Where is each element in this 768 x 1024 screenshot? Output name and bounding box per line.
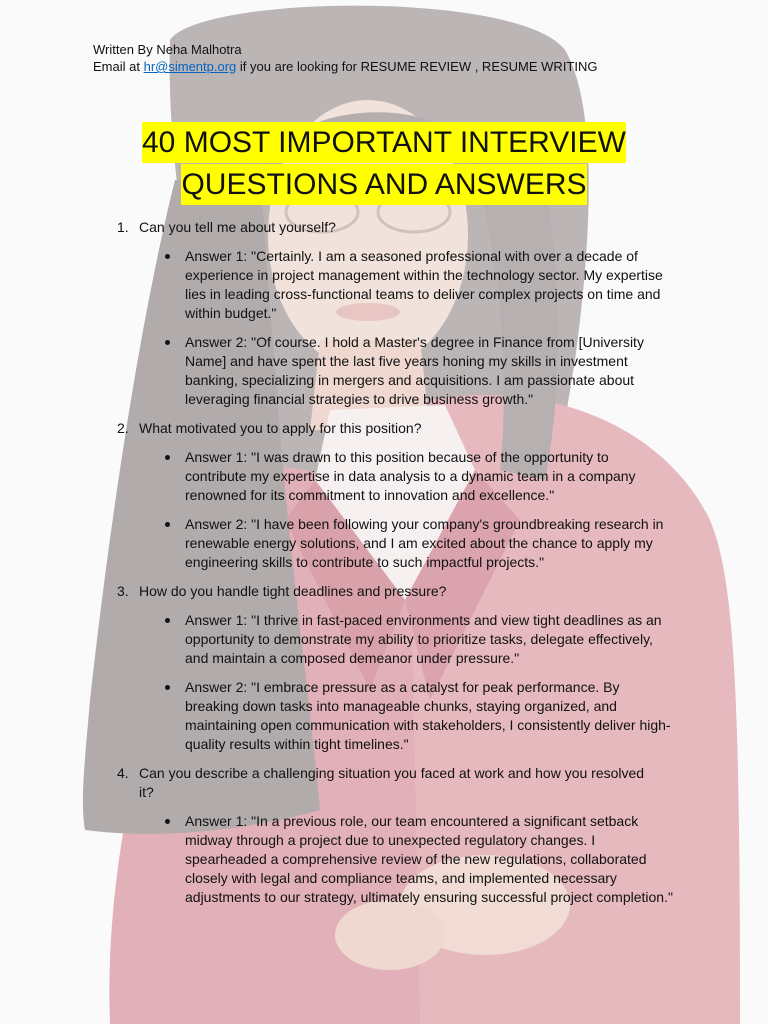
email-suffix: if you are looking for RESUME REVIEW , RESUME WRITING xyxy=(239,59,598,74)
answer-item xyxy=(163,678,768,754)
header-block xyxy=(93,41,597,75)
answer-item xyxy=(163,611,768,668)
qa-item xyxy=(0,218,768,409)
answer-item xyxy=(163,333,768,409)
question-text: How do you handle tight deadlines and pressure? xyxy=(139,583,447,599)
answer-item xyxy=(163,448,768,505)
question-text: Can you describe a challenging situation you faced at work and how you resolved it? xyxy=(139,765,645,800)
answer-item xyxy=(163,515,768,572)
email-link[interactable]: hr@simentp.org xyxy=(143,59,237,74)
question-number: 1. xyxy=(117,219,129,235)
question-row xyxy=(117,419,768,438)
answer-item xyxy=(163,247,768,323)
answer-text: Answer 2: "I have been following your company's groundbreaking research in renewable energy solutions, and I am excited about the chance to apply my engineering skills to contribute to such impactful projects." xyxy=(185,516,664,570)
bullet-icon xyxy=(163,247,185,323)
answer-text: Answer 1: "Certainly. I am a seasoned professional with over a decade of experience in project management within the technology sector. My expertise lies in leading cross-functional teams to deliver complex projects on time and within budget." xyxy=(185,248,663,321)
page-title xyxy=(114,122,654,206)
title-highlight: 40 MOST IMPORTANT INTERVIEW QUESTIONS AND ANSWERS xyxy=(142,122,626,205)
author-line: Written By Neha Malhotra xyxy=(93,42,242,57)
bullet-icon xyxy=(163,515,185,572)
question-text: Can you tell me about yourself? xyxy=(139,219,336,235)
bullet-icon xyxy=(163,448,185,505)
bullet-icon xyxy=(163,611,185,668)
answer-text: Answer 1: "I was drawn to this position because of the opportunity to contribute my expertise in data analysis to a dynamic team in a company renowned for its commitment to innovation and excellence." xyxy=(185,449,636,503)
question-number: 3. xyxy=(117,583,129,599)
bullet-icon xyxy=(163,333,185,409)
email-line xyxy=(93,58,597,75)
email-prefix: Email at xyxy=(93,59,140,74)
question-row xyxy=(117,582,768,601)
answer-text: Answer 2: "I embrace pressure as a catalyst for peak performance. By breaking down tasks into manageable chunks, staying organized, and maintaining open communication with stakeholders, I consistently deliver high-quality results within tight timelines." xyxy=(185,679,671,752)
qa-item xyxy=(0,582,768,754)
question-number: 2. xyxy=(117,420,129,436)
question-row xyxy=(117,764,768,802)
bullet-icon xyxy=(163,678,185,754)
qa-list xyxy=(0,218,768,907)
bullet-icon xyxy=(163,812,185,907)
qa-item xyxy=(0,419,768,572)
question-text: What motivated you to apply for this position? xyxy=(139,420,422,436)
answer-item xyxy=(163,812,768,907)
qa-item xyxy=(0,764,768,907)
photo-hand-second xyxy=(335,900,445,970)
answer-text: Answer 1: "I thrive in fast-paced environments and view tight deadlines as an opportunity to demonstrate my ability to prioritize tasks, delegate effectively, and maintain a composed demeanor under pressure." xyxy=(185,612,662,666)
answer-text: Answer 2: "Of course. I hold a Master's degree in Finance from [University Name] and have spent the last five years honing my skills in investment banking, specializing in mergers and acquisitions. I am passionate about leveraging financial strategies to drive business growth." xyxy=(185,334,644,407)
question-row xyxy=(117,218,768,237)
question-number: 4. xyxy=(117,765,129,781)
answer-text: Answer 1: "In a previous role, our team encountered a significant setback midway through a project due to unexpected regulatory changes. I spearheaded a comprehensive review of the new regulations, collaborated closely with legal and compliance teams, and implemented necessary adjustments to our strategy, ultimately ensuring successful project completion." xyxy=(185,813,673,905)
